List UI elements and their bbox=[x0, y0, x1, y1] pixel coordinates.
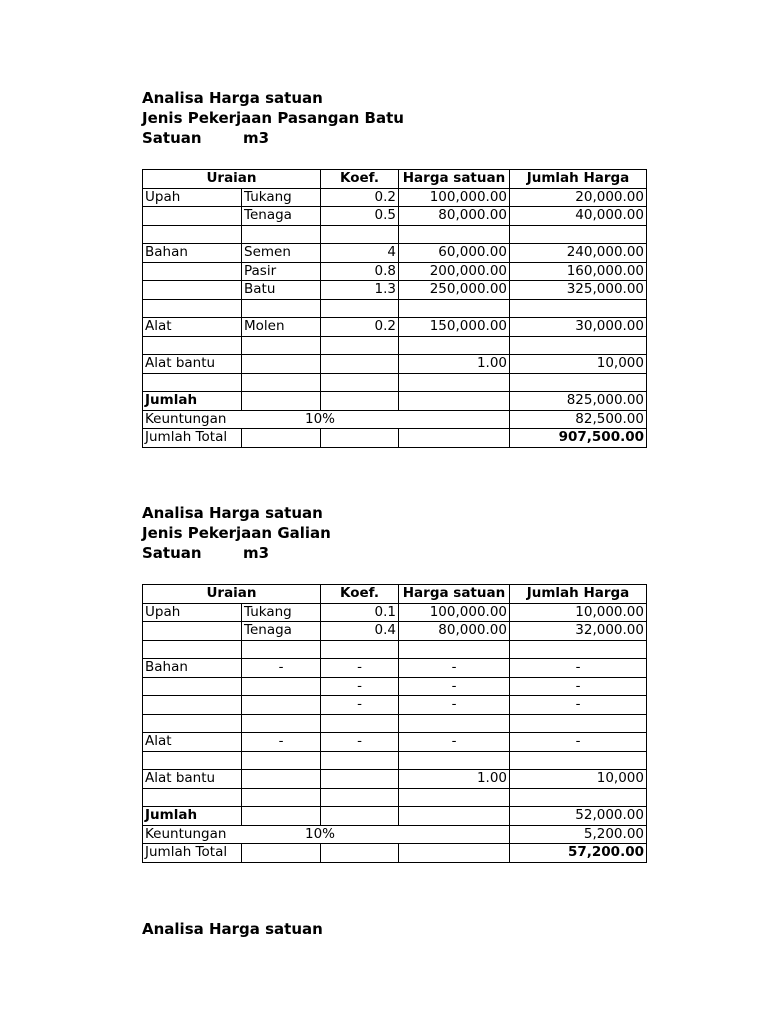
row-uraian-item: - bbox=[242, 733, 321, 752]
table-row bbox=[143, 318, 647, 337]
row-jumlah-harga bbox=[510, 336, 647, 355]
analysis-section-3 bbox=[142, 919, 648, 939]
row-harga-satuan: - bbox=[399, 696, 510, 715]
row-koef bbox=[321, 299, 399, 318]
jumlah-row bbox=[143, 392, 647, 411]
table-row bbox=[143, 355, 647, 374]
row-jumlah-harga: - bbox=[510, 677, 647, 696]
header-harga-satuan: Harga satuan bbox=[399, 585, 510, 604]
row-koef bbox=[321, 640, 399, 659]
header-jumlah-harga: Jumlah Harga bbox=[510, 170, 647, 189]
row-harga-satuan bbox=[399, 751, 510, 770]
row-harga-satuan: 100,000.00 bbox=[399, 188, 510, 207]
table-row bbox=[143, 244, 647, 263]
jumlah-row bbox=[143, 807, 647, 826]
row-uraian-category: Bahan bbox=[143, 659, 242, 678]
row-uraian-item: Semen bbox=[242, 244, 321, 263]
header-uraian: Uraian bbox=[143, 170, 321, 189]
row-uraian-item: Pasir bbox=[242, 262, 321, 281]
row-harga-satuan bbox=[399, 336, 510, 355]
section-job-type: Jenis Pekerjaan Pasangan Batu bbox=[142, 109, 404, 127]
row-koef bbox=[321, 714, 399, 733]
table-header-row bbox=[143, 170, 647, 189]
total-value: 907,500.00 bbox=[510, 429, 647, 448]
row-jumlah-harga bbox=[510, 373, 647, 392]
section-unit bbox=[142, 128, 648, 148]
row-harga-satuan: 1.00 bbox=[399, 355, 510, 374]
keuntungan-value: 5,200.00 bbox=[510, 825, 647, 844]
price-analysis-table bbox=[142, 584, 647, 863]
table-row bbox=[143, 281, 647, 300]
row-harga-satuan: 200,000.00 bbox=[399, 262, 510, 281]
row-uraian-category bbox=[143, 207, 242, 226]
total-label: Jumlah Total bbox=[143, 844, 242, 863]
table-row bbox=[143, 262, 647, 281]
table-cell bbox=[399, 807, 510, 826]
row-uraian-item bbox=[242, 677, 321, 696]
row-jumlah-harga: 325,000.00 bbox=[510, 281, 647, 300]
jumlah-value: 825,000.00 bbox=[510, 392, 647, 411]
table-header-row bbox=[143, 585, 647, 604]
row-uraian-category bbox=[143, 299, 242, 318]
row-koef: - bbox=[321, 696, 399, 715]
table-row bbox=[143, 622, 647, 641]
row-uraian-category bbox=[143, 788, 242, 807]
jumlah-label: Jumlah bbox=[143, 392, 242, 411]
row-jumlah-harga: 240,000.00 bbox=[510, 244, 647, 263]
row-jumlah-harga: - bbox=[510, 696, 647, 715]
table-row bbox=[143, 788, 647, 807]
jumlah-label: Jumlah bbox=[143, 807, 242, 826]
row-uraian-category: Upah bbox=[143, 188, 242, 207]
table-row bbox=[143, 225, 647, 244]
row-harga-satuan: 1.00 bbox=[399, 770, 510, 789]
unit-value: m3 bbox=[243, 544, 270, 562]
table-row bbox=[143, 677, 647, 696]
row-koef: 0.5 bbox=[321, 207, 399, 226]
row-jumlah-harga: 32,000.00 bbox=[510, 622, 647, 641]
row-uraian-category bbox=[143, 373, 242, 392]
header-uraian: Uraian bbox=[143, 585, 321, 604]
row-uraian-category bbox=[143, 281, 242, 300]
table-cell bbox=[321, 392, 399, 411]
price-analysis-table bbox=[142, 169, 647, 448]
row-uraian-item: - bbox=[242, 659, 321, 678]
row-harga-satuan: 60,000.00 bbox=[399, 244, 510, 263]
row-harga-satuan bbox=[399, 299, 510, 318]
table-row bbox=[143, 733, 647, 752]
row-koef: 0.4 bbox=[321, 622, 399, 641]
row-jumlah-harga: 10,000 bbox=[510, 770, 647, 789]
row-jumlah-harga: - bbox=[510, 659, 647, 678]
row-harga-satuan: - bbox=[399, 677, 510, 696]
row-jumlah-harga: 10,000 bbox=[510, 355, 647, 374]
row-uraian-item: Tukang bbox=[242, 188, 321, 207]
analysis-section-1 bbox=[142, 88, 648, 446]
row-koef: 0.1 bbox=[321, 603, 399, 622]
row-uraian-item bbox=[242, 696, 321, 715]
row-uraian-item: Tenaga bbox=[242, 207, 321, 226]
row-harga-satuan: 80,000.00 bbox=[399, 622, 510, 641]
table-row bbox=[143, 188, 647, 207]
row-uraian-item bbox=[242, 225, 321, 244]
row-koef: - bbox=[321, 733, 399, 752]
row-uraian-category: Alat bbox=[143, 318, 242, 337]
row-koef: - bbox=[321, 677, 399, 696]
row-harga-satuan bbox=[399, 714, 510, 733]
row-harga-satuan: - bbox=[399, 733, 510, 752]
section-title: Analisa Harga satuan bbox=[142, 504, 323, 522]
table-row bbox=[143, 751, 647, 770]
table-row bbox=[143, 603, 647, 622]
section-title: Analisa Harga satuan bbox=[142, 89, 323, 107]
row-uraian-item bbox=[242, 714, 321, 733]
table-row bbox=[143, 714, 647, 733]
table-row bbox=[143, 336, 647, 355]
row-uraian-item bbox=[242, 640, 321, 659]
total-label: Jumlah Total bbox=[143, 429, 242, 448]
row-uraian-category: Bahan bbox=[143, 244, 242, 263]
keuntungan-label: Keuntungan bbox=[143, 410, 242, 429]
row-harga-satuan: 100,000.00 bbox=[399, 603, 510, 622]
row-uraian-category bbox=[143, 225, 242, 244]
table-cell bbox=[399, 825, 510, 844]
keuntungan-label: Keuntungan bbox=[143, 825, 242, 844]
row-koef bbox=[321, 788, 399, 807]
row-uraian-category bbox=[143, 262, 242, 281]
keuntungan-value: 82,500.00 bbox=[510, 410, 647, 429]
row-jumlah-harga bbox=[510, 299, 647, 318]
row-koef bbox=[321, 373, 399, 392]
table-row bbox=[143, 207, 647, 226]
row-koef: - bbox=[321, 659, 399, 678]
total-value: 57,200.00 bbox=[510, 844, 647, 863]
row-uraian-category bbox=[143, 677, 242, 696]
row-jumlah-harga bbox=[510, 788, 647, 807]
row-jumlah-harga: 10,000.00 bbox=[510, 603, 647, 622]
header-koef: Koef. bbox=[321, 585, 399, 604]
row-uraian-category bbox=[143, 622, 242, 641]
row-uraian-item bbox=[242, 373, 321, 392]
table-cell bbox=[242, 844, 321, 863]
table-body bbox=[143, 603, 647, 807]
header-harga-satuan: Harga satuan bbox=[399, 170, 510, 189]
row-koef: 4 bbox=[321, 244, 399, 263]
section-job-type: Jenis Pekerjaan Galian bbox=[142, 524, 331, 542]
row-jumlah-harga bbox=[510, 714, 647, 733]
row-uraian-item: Tukang bbox=[242, 603, 321, 622]
row-uraian-category: Alat bbox=[143, 733, 242, 752]
table-row bbox=[143, 696, 647, 715]
total-row bbox=[143, 844, 647, 863]
table-cell bbox=[321, 429, 399, 448]
row-koef bbox=[321, 355, 399, 374]
row-koef: 0.2 bbox=[321, 318, 399, 337]
row-uraian-category: Alat bantu bbox=[143, 355, 242, 374]
table-row bbox=[143, 299, 647, 318]
row-jumlah-harga: 20,000.00 bbox=[510, 188, 647, 207]
keuntungan-pct: 10% bbox=[242, 410, 399, 429]
row-uraian-item bbox=[242, 770, 321, 789]
row-jumlah-harga: - bbox=[510, 733, 647, 752]
row-uraian-category bbox=[143, 714, 242, 733]
section-unit bbox=[142, 543, 648, 563]
row-harga-satuan bbox=[399, 373, 510, 392]
total-row bbox=[143, 429, 647, 448]
analysis-section-2 bbox=[142, 503, 648, 861]
row-jumlah-harga bbox=[510, 751, 647, 770]
keuntungan-row bbox=[143, 410, 647, 429]
row-harga-satuan bbox=[399, 640, 510, 659]
table-row bbox=[143, 659, 647, 678]
table-body bbox=[143, 188, 647, 392]
unit-label: Satuan bbox=[142, 129, 202, 147]
row-harga-satuan: 150,000.00 bbox=[399, 318, 510, 337]
row-uraian-item bbox=[242, 299, 321, 318]
row-uraian-category bbox=[143, 696, 242, 715]
row-jumlah-harga: 40,000.00 bbox=[510, 207, 647, 226]
row-harga-satuan: 80,000.00 bbox=[399, 207, 510, 226]
row-koef: 0.8 bbox=[321, 262, 399, 281]
table-cell bbox=[321, 844, 399, 863]
keuntungan-pct: 10% bbox=[242, 825, 399, 844]
table-cell bbox=[321, 807, 399, 826]
table-cell bbox=[242, 429, 321, 448]
row-uraian-item: Tenaga bbox=[242, 622, 321, 641]
jumlah-value: 52,000.00 bbox=[510, 807, 647, 826]
row-jumlah-harga bbox=[510, 225, 647, 244]
table-cell bbox=[399, 429, 510, 448]
unit-value: m3 bbox=[243, 129, 270, 147]
row-koef bbox=[321, 770, 399, 789]
unit-label: Satuan bbox=[142, 544, 202, 562]
row-uraian-item bbox=[242, 751, 321, 770]
keuntungan-row bbox=[143, 825, 647, 844]
table-cell bbox=[399, 392, 510, 411]
row-uraian-category: Upah bbox=[143, 603, 242, 622]
row-jumlah-harga: 160,000.00 bbox=[510, 262, 647, 281]
table-cell bbox=[242, 807, 321, 826]
row-koef bbox=[321, 225, 399, 244]
row-uraian-item bbox=[242, 355, 321, 374]
row-uraian-category: Alat bantu bbox=[143, 770, 242, 789]
row-koef bbox=[321, 336, 399, 355]
row-koef: 1.3 bbox=[321, 281, 399, 300]
table-cell bbox=[399, 410, 510, 429]
row-koef: 0.2 bbox=[321, 188, 399, 207]
row-uraian-category bbox=[143, 751, 242, 770]
row-uraian-category bbox=[143, 640, 242, 659]
row-uraian-item bbox=[242, 788, 321, 807]
row-uraian-item: Batu bbox=[242, 281, 321, 300]
row-harga-satuan bbox=[399, 225, 510, 244]
row-koef bbox=[321, 751, 399, 770]
table-row bbox=[143, 770, 647, 789]
row-uraian-item: Molen bbox=[242, 318, 321, 337]
table-cell bbox=[399, 844, 510, 863]
row-uraian-item bbox=[242, 336, 321, 355]
row-harga-satuan: - bbox=[399, 659, 510, 678]
row-harga-satuan bbox=[399, 788, 510, 807]
table-cell bbox=[242, 392, 321, 411]
row-jumlah-harga: 30,000.00 bbox=[510, 318, 647, 337]
header-jumlah-harga: Jumlah Harga bbox=[510, 585, 647, 604]
row-uraian-category bbox=[143, 336, 242, 355]
section-title: Analisa Harga satuan bbox=[142, 920, 323, 938]
header-koef: Koef. bbox=[321, 170, 399, 189]
table-row bbox=[143, 640, 647, 659]
table-row bbox=[143, 373, 647, 392]
row-harga-satuan: 250,000.00 bbox=[399, 281, 510, 300]
row-jumlah-harga bbox=[510, 640, 647, 659]
